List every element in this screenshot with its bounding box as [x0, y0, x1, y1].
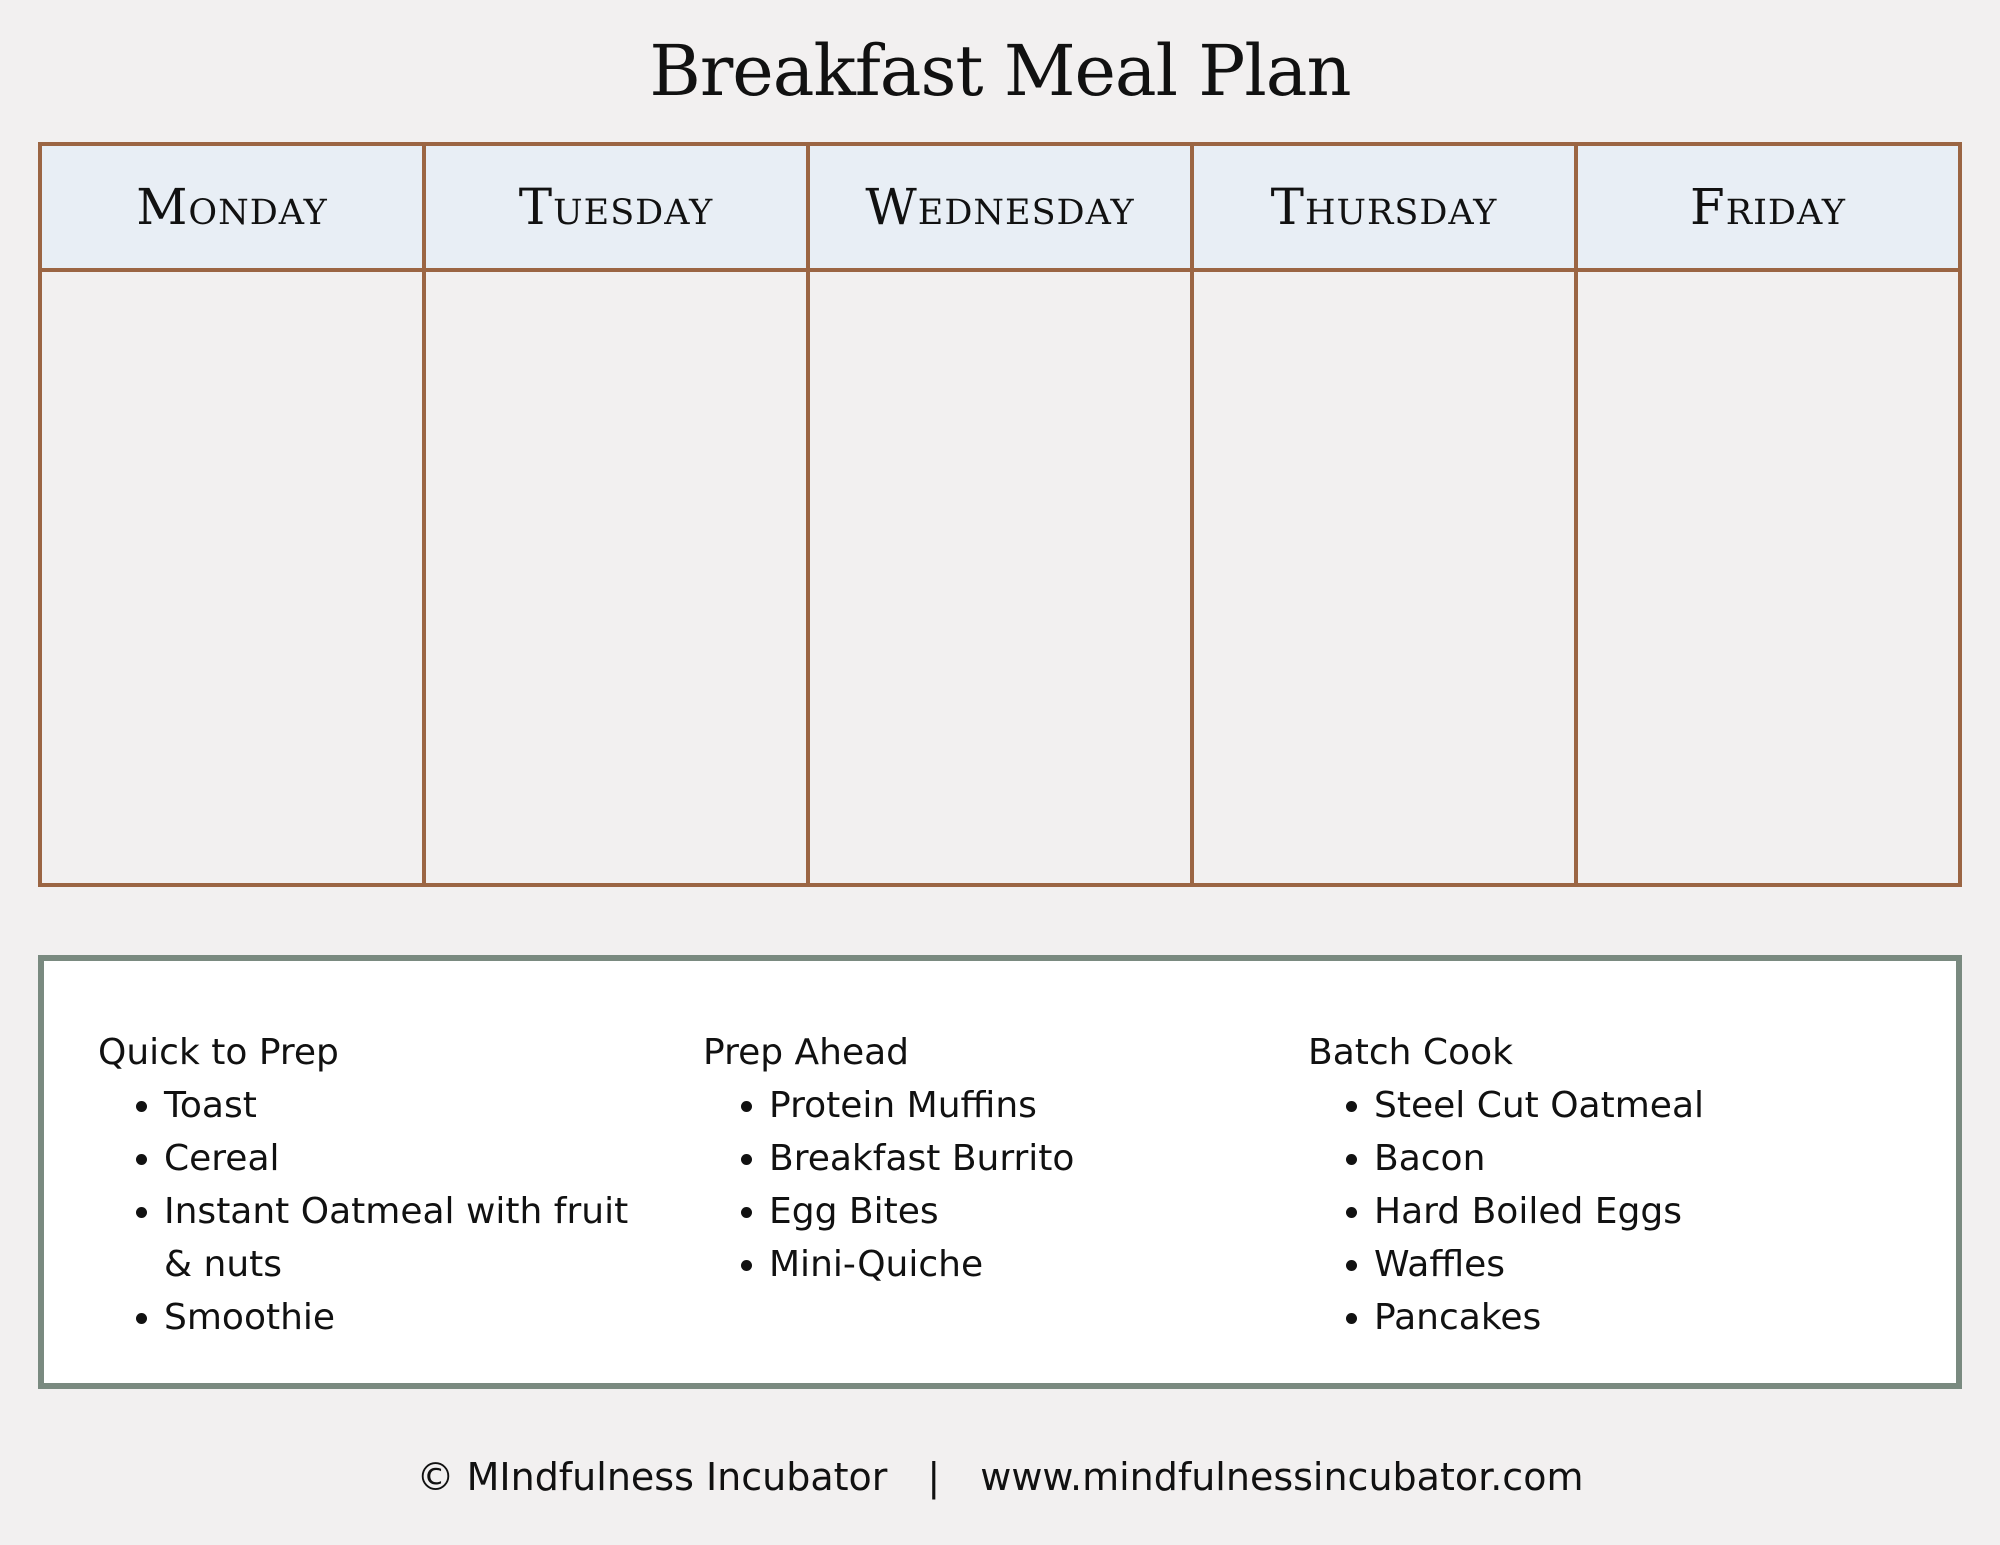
ideas-heading: Batch Cook	[1308, 1032, 1513, 1073]
list-item: • Steel Cut Oatmeal	[1374, 1079, 1868, 1132]
ideas-list	[703, 1079, 1263, 1291]
day-header-friday: Friday	[1578, 146, 1958, 272]
ideas-heading: Prep Ahead	[703, 1032, 910, 1073]
footer	[0, 1452, 2000, 1502]
list-item: • Pancakes	[1374, 1291, 1868, 1344]
day-header-thursday: Thursday	[1194, 146, 1574, 272]
ideas-heading: Quick to Prep	[98, 1032, 339, 1073]
ideas-section-quick-to-prep	[98, 1026, 658, 1344]
day-column-tuesday	[426, 146, 810, 883]
weekly-plan-table	[38, 142, 1962, 887]
list-item: • Protein Muffins	[769, 1079, 1263, 1132]
day-column-wednesday	[810, 146, 1194, 883]
list-item: • Waffles	[1374, 1238, 1868, 1291]
day-cell-tuesday	[426, 272, 806, 883]
copyright-text: © MIndfulness Incubator	[416, 1455, 888, 1499]
day-cell-thursday	[1194, 272, 1574, 883]
list-item: • Breakfast Burrito	[769, 1132, 1263, 1185]
day-header-monday: Monday	[42, 146, 422, 272]
page-title: Breakfast Meal Plan	[649, 30, 1351, 112]
day-column-monday	[42, 146, 426, 883]
website-link[interactable]: www.mindfulnessincubator.com	[980, 1455, 1584, 1499]
list-item: • Hard Boiled Eggs	[1374, 1185, 1868, 1238]
day-cell-wednesday	[810, 272, 1190, 883]
list-item: • Egg Bites	[769, 1185, 1263, 1238]
list-item: • Bacon	[1374, 1132, 1868, 1185]
ideas-list	[1308, 1079, 1868, 1344]
list-item: • Cereal	[164, 1132, 658, 1185]
day-cell-monday	[42, 272, 422, 883]
ideas-list	[98, 1079, 658, 1344]
day-column-thursday	[1194, 146, 1578, 883]
day-header-tuesday: Tuesday	[426, 146, 806, 272]
day-header-wednesday: Wednesday	[810, 146, 1190, 272]
day-column-friday	[1578, 146, 1958, 883]
day-cell-friday	[1578, 272, 1958, 883]
ideas-section-prep-ahead	[703, 1026, 1263, 1291]
ideas-section-batch-cook	[1308, 1026, 1868, 1344]
footer-separator: |	[927, 1455, 941, 1499]
meal-ideas-box	[38, 955, 1962, 1389]
list-item: • Instant Oatmeal with fruit & nuts	[164, 1185, 658, 1291]
list-item: • Mini-Quiche	[769, 1238, 1263, 1291]
list-item: • Smoothie	[164, 1291, 658, 1344]
list-item: • Toast	[164, 1079, 658, 1132]
